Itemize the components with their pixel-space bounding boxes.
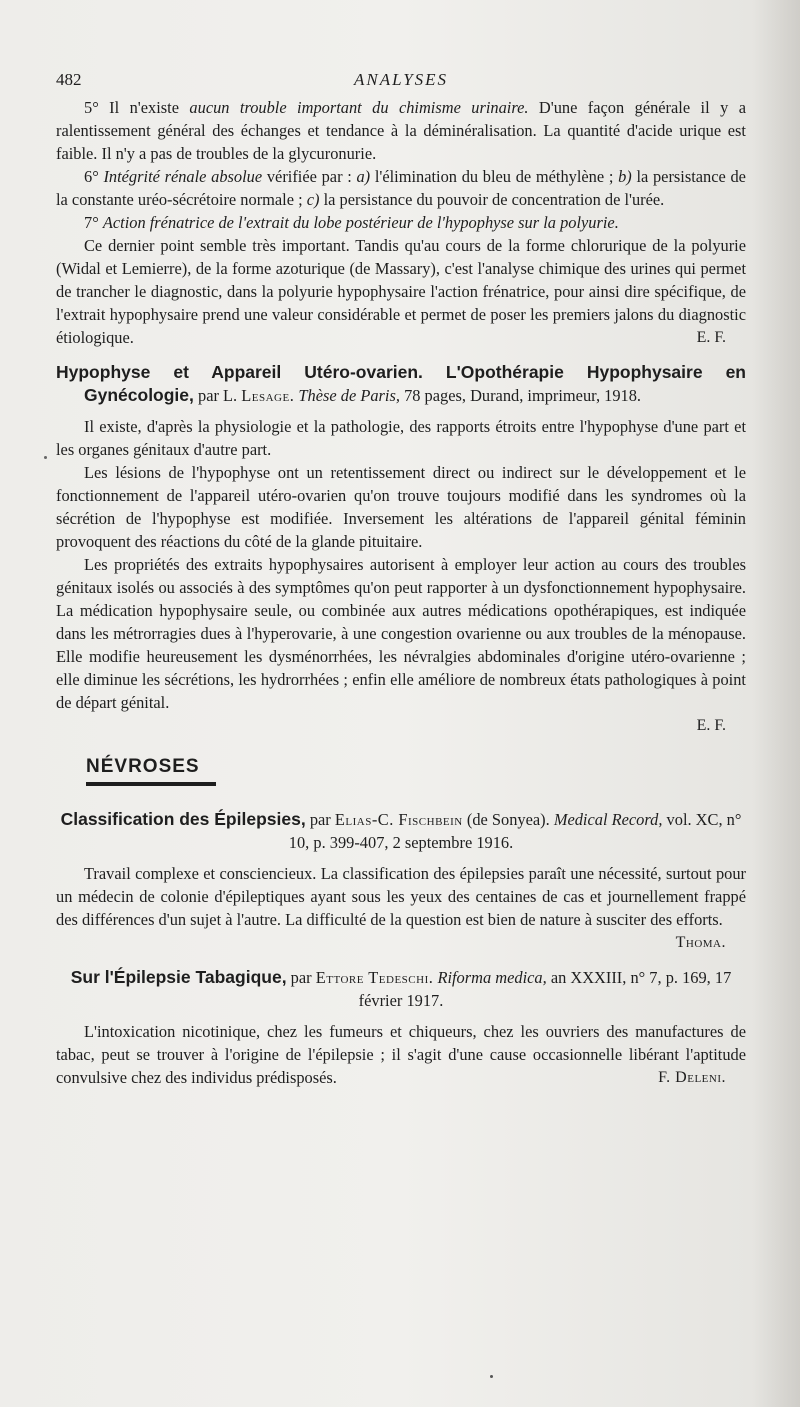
print-speck	[44, 456, 47, 459]
signature: F. Deleni.	[658, 1069, 726, 1086]
publication: Riforma medica,	[437, 968, 547, 987]
page-header	[56, 70, 746, 96]
item-number: 7°	[84, 213, 99, 232]
article3-paragraph-1	[56, 1020, 746, 1089]
author-name: Lesage.	[241, 386, 295, 405]
italic-heading: Intégrité rénale absolue	[103, 167, 263, 186]
section-label: NÉVROSES	[86, 756, 200, 777]
text-span: L'intoxication nicotinique, chez les fumeurs et chiqueurs, chez les ouvriers des manufactures de tabac, peut se trouver à l'origine de l'épilepsie ; il s'agit d'une cause occasionnelle libérant l'aptitude convulsive chez des individus prédisposés.	[56, 1022, 746, 1087]
author-name: Elias-C. Fischbein	[334, 810, 463, 829]
text-span: vérifiée par :	[266, 167, 352, 186]
text-span: par L.	[198, 386, 238, 405]
paragraph-6	[56, 165, 746, 211]
section-heading	[86, 755, 216, 786]
running-title: ANALYSES	[353, 70, 449, 89]
text-span: Il n'existe	[109, 98, 179, 117]
citation-details: an XXXIII, n° 7, p. 169, 17 février 1917.	[358, 968, 732, 1010]
list-marker: b)	[618, 167, 632, 186]
italic-heading: Action frénatrice de l'extrait du lobe postérieur de l'hypophyse sur la polyurie.	[102, 213, 619, 232]
article1-paragraph-3: Les propriétés des extraits hypophysaires autorisent à employer leur action au cours des troubles génitaux isolés ou associés à des symptômes qu'on peut rapporter à un dysfonctionnement hypophysaire. La médication hypophysaire seule, ou combinée aux autres médications opothérapiques, est indiquée dans les métrorragies dues à l'hyperovarie, à une congestion ovarienne ou aux troubles de la ménopause. Elle modifie heureusement les dysménorrhées, les névralgies abdominales d'origine utéro-ovarienne ; elle diminue les sécrétions, les hydrorrhées ; enfin elle améliore de nombreux états pathologiques à point de départ génital.	[56, 555, 746, 712]
section-rule	[86, 782, 216, 786]
article-title-hypophyse	[56, 361, 746, 407]
title-bold: Sur l'Épilepsie Tabagique,	[70, 967, 287, 987]
publication: Medical Record,	[553, 810, 663, 829]
article-title-tabagique	[56, 966, 746, 1012]
paragraph-5	[56, 96, 746, 165]
signature: E. F.	[696, 717, 726, 734]
text-span: l'élimination du bleu de méthylène ;	[374, 167, 614, 186]
text-span: la persistance du pouvoir de concentration de l'urée.	[323, 190, 665, 209]
title-bold: Hypophyse et Appareil Utéro-ovarien. L'Opothérapie Hypophysaire en Gynécologie,	[56, 362, 746, 405]
item-number: 6°	[84, 167, 99, 186]
citation-details: 78 pages, Durand, imprimeur, 1918.	[404, 386, 642, 405]
author-name: Ettore Tedeschi.	[315, 968, 434, 987]
page-number: 482	[56, 70, 82, 89]
title-bold: Classification des Épilepsies,	[60, 809, 306, 829]
page-content	[56, 96, 746, 1089]
signature: E. F.	[696, 329, 726, 346]
publication: Thèse de Paris,	[298, 386, 400, 405]
list-marker: a)	[356, 167, 371, 186]
signature: Thoma.	[675, 934, 726, 951]
affiliation: (de Sonyea).	[466, 810, 550, 829]
citation-details: vol. XC, n° 10, p. 399-407, 2 septembre 1916.	[288, 810, 742, 852]
list-marker: c)	[306, 190, 320, 209]
text-span: la persistance de la constante uréo-sécrétoire normale ;	[56, 167, 746, 209]
paragraph-7	[56, 211, 746, 234]
text-span: D'une façon générale il y a ralentissement général des échanges et tendance à la déminéralisation. La quantité d'acide urique est faible. Il n'y a pas de troubles de la glycuronurie.	[56, 98, 746, 163]
text-span: par	[309, 810, 331, 829]
text-span: Ce dernier point semble très important. Tandis qu'au cours de la forme chlorurique de la polyurie (Widal et Lemierre), de la forme azoturique (de Massary), c'est l'analyse chimique des urines qui permet de trancher le diagnostic, dans la polyurie hypophysaire l'action frénatrice, pour ainsi dire spécifique, de l'extrait hypophysaire prend une valeur considérable et permet de poser les premiers jalons du diagnostic étiologique.	[56, 236, 746, 347]
italic-heading: aucun trouble important du chimisme urinaire.	[189, 98, 529, 117]
paragraph-8	[56, 234, 746, 349]
item-number: 5°	[84, 98, 99, 117]
article2-paragraph-1: Travail complexe et consciencieux. La classification des épilepsies paraît une nécessité, surtout pour un médecin de colonie d'épileptiques ayant sous les yeux des centaines de cas et journellement frappé des différences d'un sujet à l'autre. La difficulté de la question est bien de nature à susciter des efforts.	[56, 864, 746, 929]
article1-paragraph-1: Il existe, d'après la physiologie et la pathologie, des rapports étroits entre l'hypophyse d'une part et les organes génitaux d'autre part.	[56, 417, 746, 459]
article1-paragraph-2: Les lésions de l'hypophyse ont un retentissement direct ou indirect sur le développement et le fonctionnement de l'appareil utéro-ovarien qu'on trouve toujours modifié dans les syndromes où la sécrétion de l'hypophyse est modifiée. Inversement les altérations de l'appareil génital féminin provoquent des réactions du côté de la glande pituitaire.	[56, 463, 746, 551]
article-title-epilepsies	[56, 808, 746, 854]
print-speck	[490, 1375, 493, 1378]
text-span: par	[290, 968, 312, 987]
